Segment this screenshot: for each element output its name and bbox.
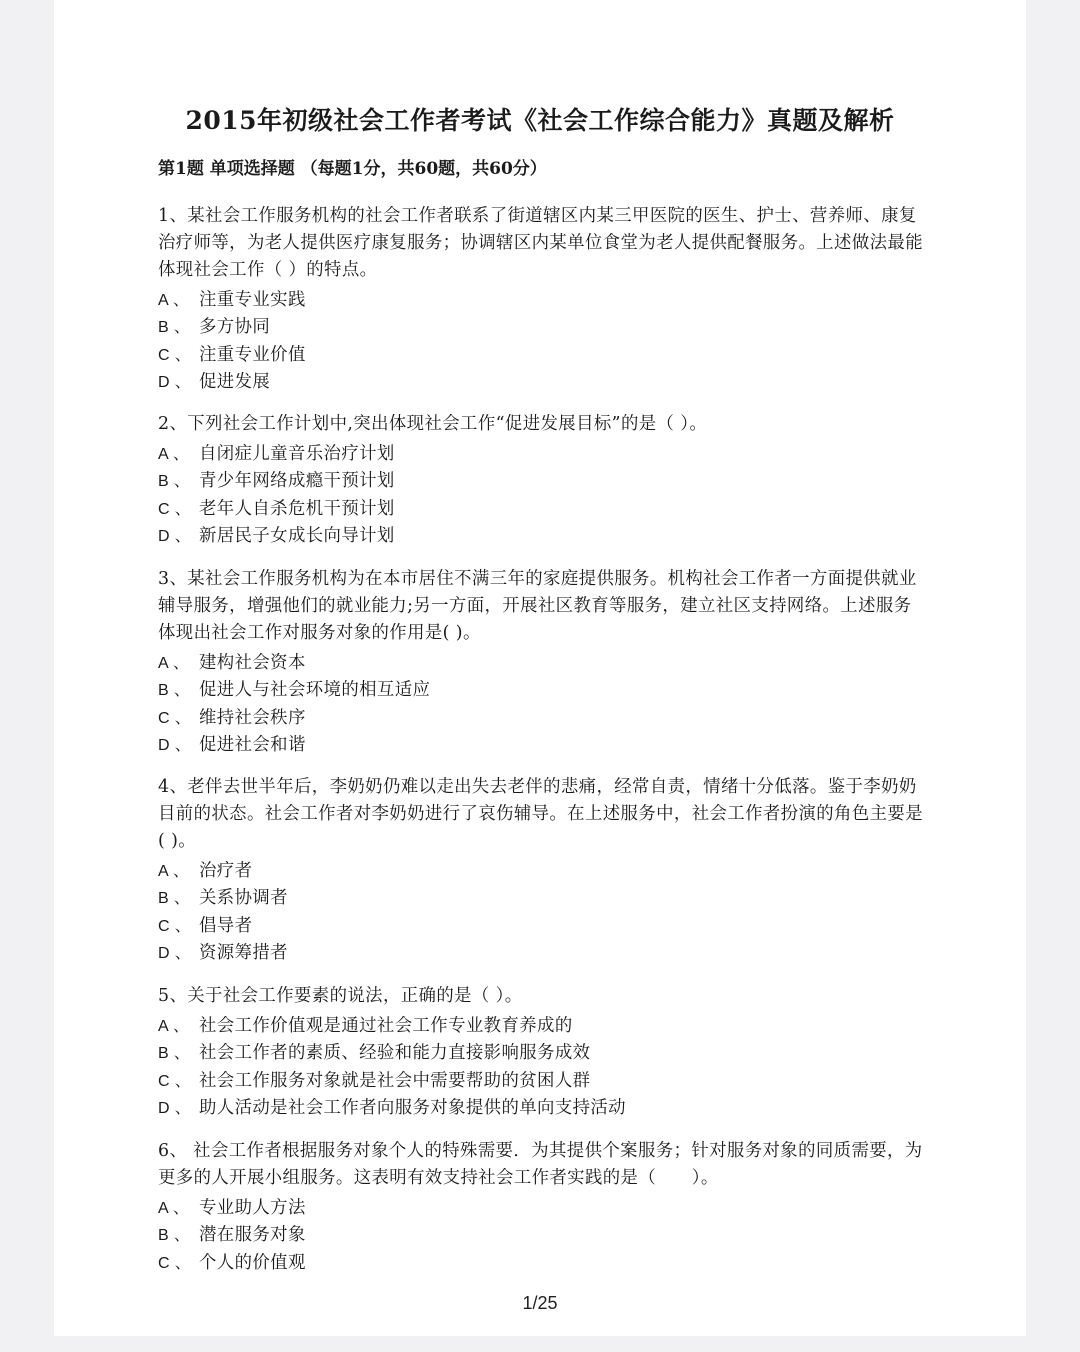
option-list [158, 441, 923, 551]
option-letter: A 、 [158, 446, 190, 463]
option-c [158, 1068, 923, 1095]
option-a [158, 441, 923, 468]
question-stem: 6、 社会工作者根据服务对象个人的特殊需要．为其提供个案服务；针对服务对象的同质需要，为更多的人开展小组服务。这表明有效支持社会工作者实践的是（ ）。 [158, 1141, 923, 1188]
option-b [158, 677, 923, 704]
question-stem: 1、某社会工作服务机构的社会工作者联系了街道辖区内某三甲医院的医生、护士、营养师、康复治疗师等，为老人提供医疗康复服务；协调辖区内某单位食堂为老人提供配餐服务。上述做法最能体现社会工作（ ）的特点。 [158, 206, 924, 280]
option-text: 社会工作价值观是通过社会工作专业教育养成的 [199, 1016, 573, 1036]
option-letter: B 、 [158, 319, 191, 337]
option-text: 新居民子女成长向导计划 [199, 526, 395, 547]
option-c [158, 496, 923, 523]
option-text: 多方协同 [199, 317, 271, 338]
option-d [158, 369, 923, 396]
option-text: 促进社会和谐 [199, 735, 306, 756]
question-stem: 4、老伴去世半年后，李奶奶仍难以走出失去老伴的悲痛，经常自责，情绪十分低落。鉴于李奶奶目前的状态。社会工作者对李奶奶进行了哀伤辅导。在上述服务中，社会工作者扮演的角色主要是( )。 [158, 777, 924, 851]
option-text: 注重专业实践 [199, 290, 306, 310]
option-c [158, 342, 923, 369]
option-text: 资源筹措者 [199, 943, 288, 964]
option-list [158, 287, 923, 397]
option-letter: C 、 [158, 1072, 192, 1090]
option-text: 专业助人方法 [199, 1198, 306, 1218]
option-text: 助人活动是社会工作者向服务对象提供的单向支持活动 [199, 1098, 626, 1119]
option-b [158, 1222, 923, 1249]
question-stem: 5、关于社会工作要素的说法，正确的是（ ）。 [158, 986, 523, 1006]
section-heading: 第1题 单项选择题 （每题1分，共60题，共60分） [158, 159, 547, 179]
option-list [158, 1195, 923, 1277]
question-4 [158, 774, 923, 968]
question-stem: 3、某社会工作服务机构为在本市居住不满三年的家庭提供服务。机构社会工作者一方面提供就业辅导服务，增强他们的就业能力;另一方面，开展社区教育等服务，建立社区支持网络。上述服务体现出社会工作对服务对象的作用是( )。 [158, 569, 917, 643]
option-letter: A 、 [158, 1018, 190, 1035]
option-list [158, 1013, 923, 1123]
option-letter: C 、 [158, 917, 192, 935]
option-letter: A 、 [158, 1200, 190, 1217]
option-list [158, 650, 923, 760]
option-d [158, 732, 923, 759]
option-text: 关系协调者 [199, 888, 288, 909]
option-text: 青少年网络成瘾干预计划 [199, 471, 395, 492]
option-letter: B 、 [158, 1227, 191, 1245]
option-text: 促进发展 [199, 372, 271, 393]
option-c [158, 705, 923, 732]
option-text: 老年人自杀危机干预计划 [199, 498, 395, 519]
question-6 [158, 1138, 923, 1277]
option-a [158, 1195, 923, 1222]
option-list [158, 858, 923, 968]
option-a [158, 287, 923, 314]
option-text: 治疗者 [199, 861, 253, 881]
option-a [158, 858, 923, 885]
option-c [158, 1250, 923, 1277]
option-letter: D 、 [158, 1100, 192, 1118]
option-b [158, 468, 923, 495]
option-d [158, 1095, 923, 1122]
option-text: 促进人与社会环境的相互适应 [199, 680, 431, 701]
option-b [158, 885, 923, 912]
question-2 [158, 411, 923, 551]
option-text: 注重专业价值 [199, 344, 306, 365]
option-text: 个人的价值观 [199, 1252, 306, 1273]
option-letter: D 、 [158, 528, 192, 546]
option-text: 维持社会秩序 [199, 707, 306, 728]
option-letter: A 、 [158, 863, 190, 880]
option-letter: D 、 [158, 374, 192, 392]
option-d [158, 940, 923, 967]
option-b [158, 314, 923, 341]
question-5 [158, 983, 923, 1123]
option-text: 建构社会资本 [199, 653, 306, 673]
option-letter: C 、 [158, 1254, 192, 1272]
option-letter: B 、 [158, 890, 191, 908]
option-d [158, 523, 923, 550]
option-text: 社会工作者的素质、经验和能力直接影响服务成效 [199, 1043, 591, 1064]
option-text: 社会工作服务对象就是社会中需要帮助的贫困人群 [199, 1070, 591, 1091]
option-text: 倡导者 [199, 915, 253, 936]
question-stem: 2、下列社会工作计划中,突出体现社会工作“促进发展目标”的是（ ）。 [158, 414, 708, 434]
option-letter: B 、 [158, 682, 191, 700]
question-1 [158, 203, 923, 397]
option-b [158, 1040, 923, 1067]
option-letter: D 、 [158, 945, 192, 963]
question-3 [158, 566, 923, 760]
option-text: 自闭症儿童音乐治疗计划 [199, 444, 395, 464]
option-letter: C 、 [158, 709, 192, 727]
option-letter: B 、 [158, 1045, 191, 1063]
option-c [158, 913, 923, 940]
option-letter: D 、 [158, 737, 192, 755]
option-letter: A 、 [158, 292, 190, 309]
option-letter: B 、 [158, 473, 191, 491]
document-title: 2015年初级社会工作者考试《社会工作综合能力》真题及解析 [185, 106, 895, 135]
document-page [54, 0, 1026, 1336]
option-a [158, 1013, 923, 1040]
option-a [158, 650, 923, 677]
page-number: 1/25 [522, 1293, 558, 1313]
option-letter: C 、 [158, 346, 192, 364]
option-letter: A 、 [158, 655, 190, 672]
option-letter: C 、 [158, 500, 192, 518]
option-text: 潜在服务对象 [199, 1225, 306, 1246]
